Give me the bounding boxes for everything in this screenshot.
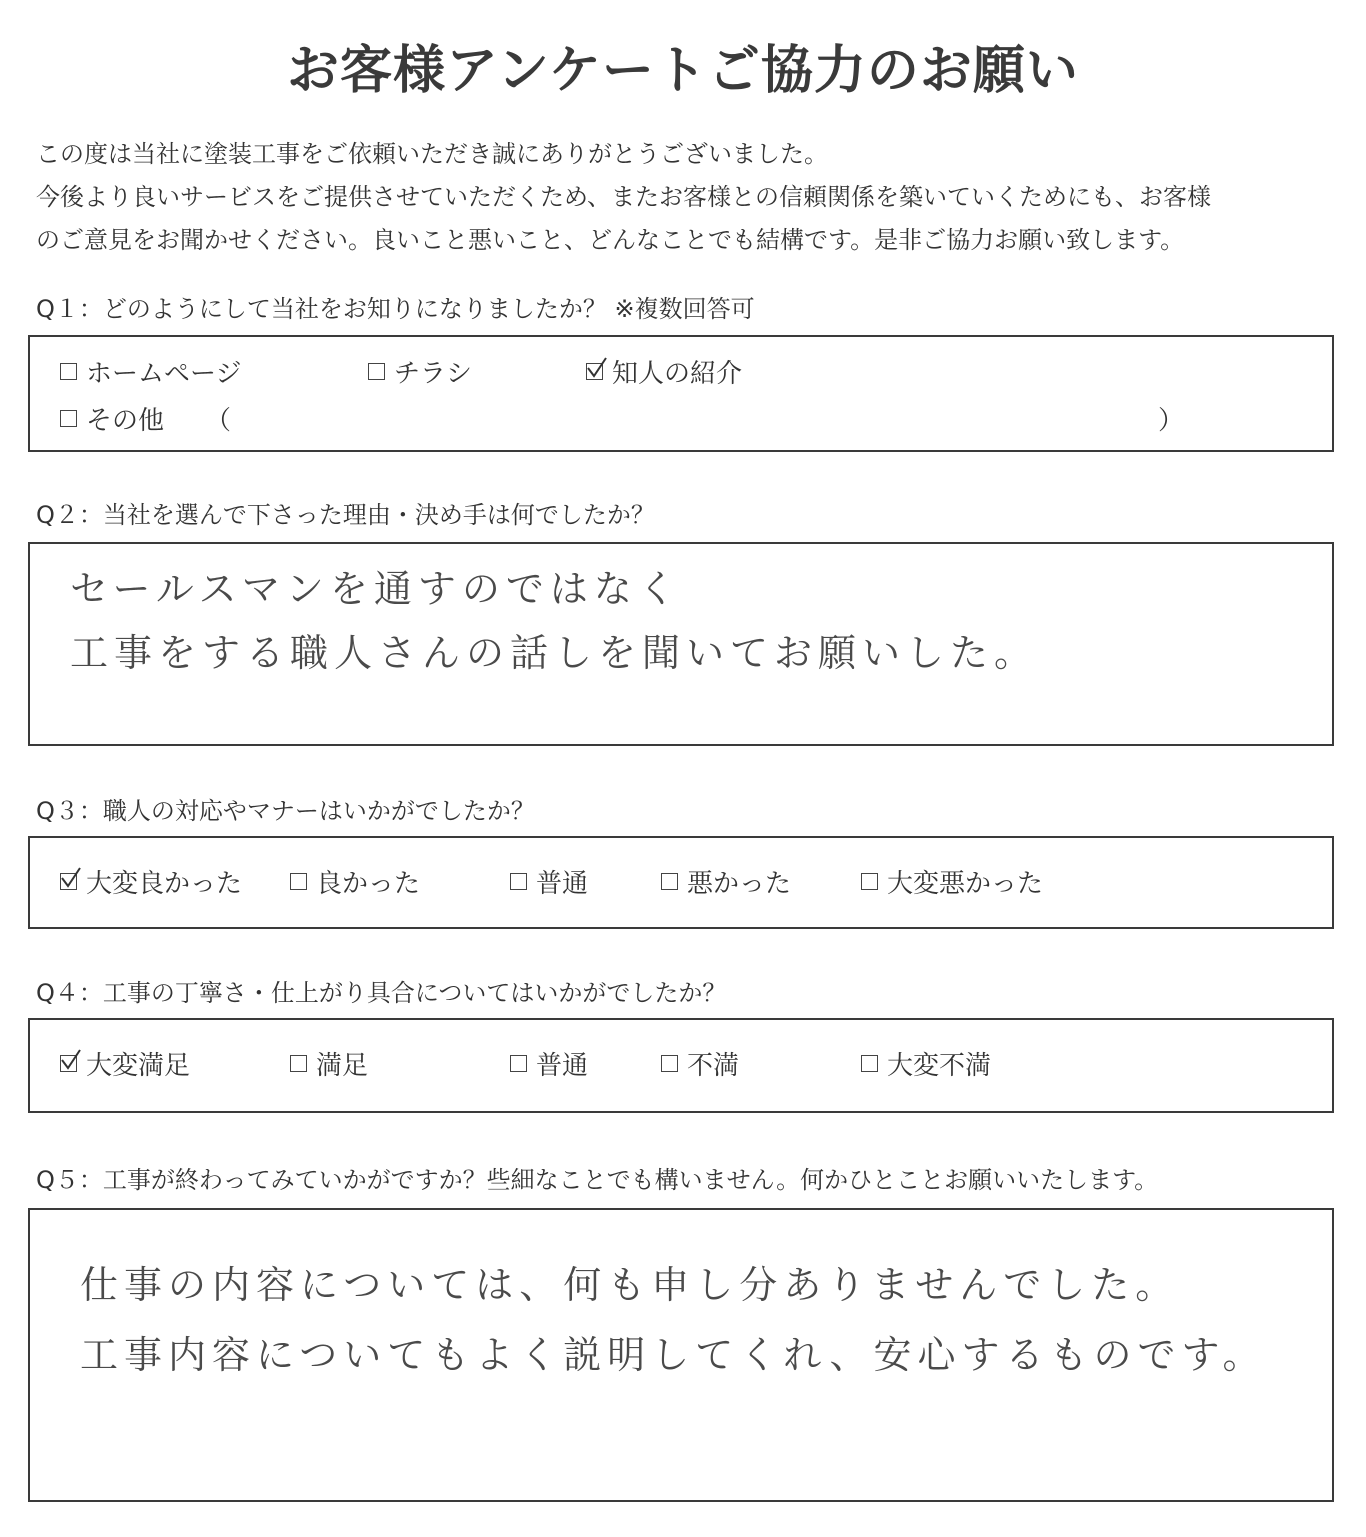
q2-handwritten-line: 工事をする職人さんの話しを聞いてお願いした。 (70, 631, 1039, 675)
q4-question: Q４：工事の丁寧さ・仕上がり具合についてはいかがでしたか？ (36, 979, 727, 1007)
page-title: お客様アンケートご協力のお願い (287, 41, 1079, 101)
q2-handwritten-line: セールスマンを通すのではなく (70, 567, 682, 611)
checkbox-other[interactable] (60, 410, 77, 427)
q1-option-other[interactable] (60, 400, 164, 437)
q4-option-very-dissatisfied[interactable] (861, 1045, 991, 1082)
checkbox-very-satisfied[interactable] (60, 1055, 77, 1072)
checkbox-bad[interactable] (661, 873, 678, 890)
intro-line: この度は当社に塗装工事をご依頼いただき誠にありがとうございました。 (36, 140, 828, 168)
check-mark-icon (586, 356, 608, 380)
checkbox-homepage[interactable] (60, 363, 77, 380)
q1-option-homepage[interactable] (60, 353, 241, 390)
q5-answer-box (28, 1208, 1334, 1502)
q3-option-bad[interactable] (661, 863, 791, 900)
q3-answer-box (28, 836, 1334, 929)
intro-text (36, 133, 1336, 262)
q1-question: Q１：どのようにして当社をお知りになりましたか？ ※複数回答可 (36, 295, 755, 323)
checkbox-average[interactable] (510, 1055, 527, 1072)
option-label: 良かった (316, 869, 421, 899)
q5-handwritten-line: 仕事の内容については、何も申し分ありませんでした。 (80, 1263, 1180, 1307)
checkbox-satisfied[interactable] (290, 1055, 307, 1072)
option-label: ホームページ (86, 359, 242, 389)
option-label: 大変満足 (86, 1051, 191, 1081)
q3-question: Q３：職人の対応やマナーはいかがでしたか？ (36, 797, 535, 825)
checkbox-dissatisfied[interactable] (661, 1055, 678, 1072)
option-label: 大変悪かった (887, 869, 1044, 899)
checkbox-very-dissatisfied[interactable] (861, 1055, 878, 1072)
check-mark-icon (60, 866, 82, 890)
option-label: 満足 (316, 1051, 369, 1081)
q2-question: Q２：当社を選んで下さった理由・決め手は何でしたか？ (36, 501, 655, 529)
option-label: 悪かった (687, 869, 792, 899)
option-label: 大変不満 (887, 1051, 992, 1081)
q4-answer-box (28, 1018, 1334, 1113)
option-label: その他 (86, 406, 165, 436)
option-label: 大変良かった (86, 869, 243, 899)
checkbox-very-bad[interactable] (861, 873, 878, 890)
q2-answer-box (28, 542, 1334, 746)
option-label: 不満 (687, 1051, 740, 1081)
q1-option-referral[interactable] (586, 353, 742, 390)
intro-line: のご意見をお聞かせください。良いこと悪いこと、どんなことでも結構です。是非ご協力お願い致します。 (36, 226, 1185, 254)
q1-option-flyer[interactable] (368, 353, 472, 390)
option-label: 普通 (536, 1051, 589, 1081)
check-mark-icon (60, 1048, 82, 1072)
q4-option-average[interactable] (510, 1045, 588, 1082)
q3-option-average[interactable] (510, 863, 588, 900)
q1-answer-box (28, 335, 1334, 452)
intro-line: 今後より良いサービスをご提供させていただくため、またお客様との信頼関係を築いていくためにも、お客様 (36, 183, 1212, 211)
option-label: 普通 (536, 869, 589, 899)
checkbox-average[interactable] (510, 873, 527, 890)
q4-option-satisfied[interactable] (290, 1045, 368, 1082)
q4-option-dissatisfied[interactable] (661, 1045, 739, 1082)
q3-option-very-good[interactable] (60, 863, 242, 900)
checkbox-good[interactable] (290, 873, 307, 890)
checkbox-flyer[interactable] (368, 363, 385, 380)
checkbox-very-good[interactable] (60, 873, 77, 890)
option-label: 知人の紹介 (612, 359, 743, 389)
other-open-paren: （ (205, 406, 232, 436)
q3-option-good[interactable] (290, 863, 420, 900)
other-close-paren: ） (1158, 406, 1185, 436)
q3-option-very-bad[interactable] (861, 863, 1043, 900)
option-label: チラシ (394, 359, 473, 389)
q5-question: Q５：工事が終わってみていかがですか？些細なことでも構いません。何かひとことお願いいたします。 (36, 1166, 1159, 1194)
checkbox-referral[interactable] (586, 363, 603, 380)
q5-handwritten-line: 工事内容についてもよく説明してくれ、安心するものです。 (80, 1333, 1267, 1377)
q4-option-very-satisfied[interactable] (60, 1045, 190, 1082)
